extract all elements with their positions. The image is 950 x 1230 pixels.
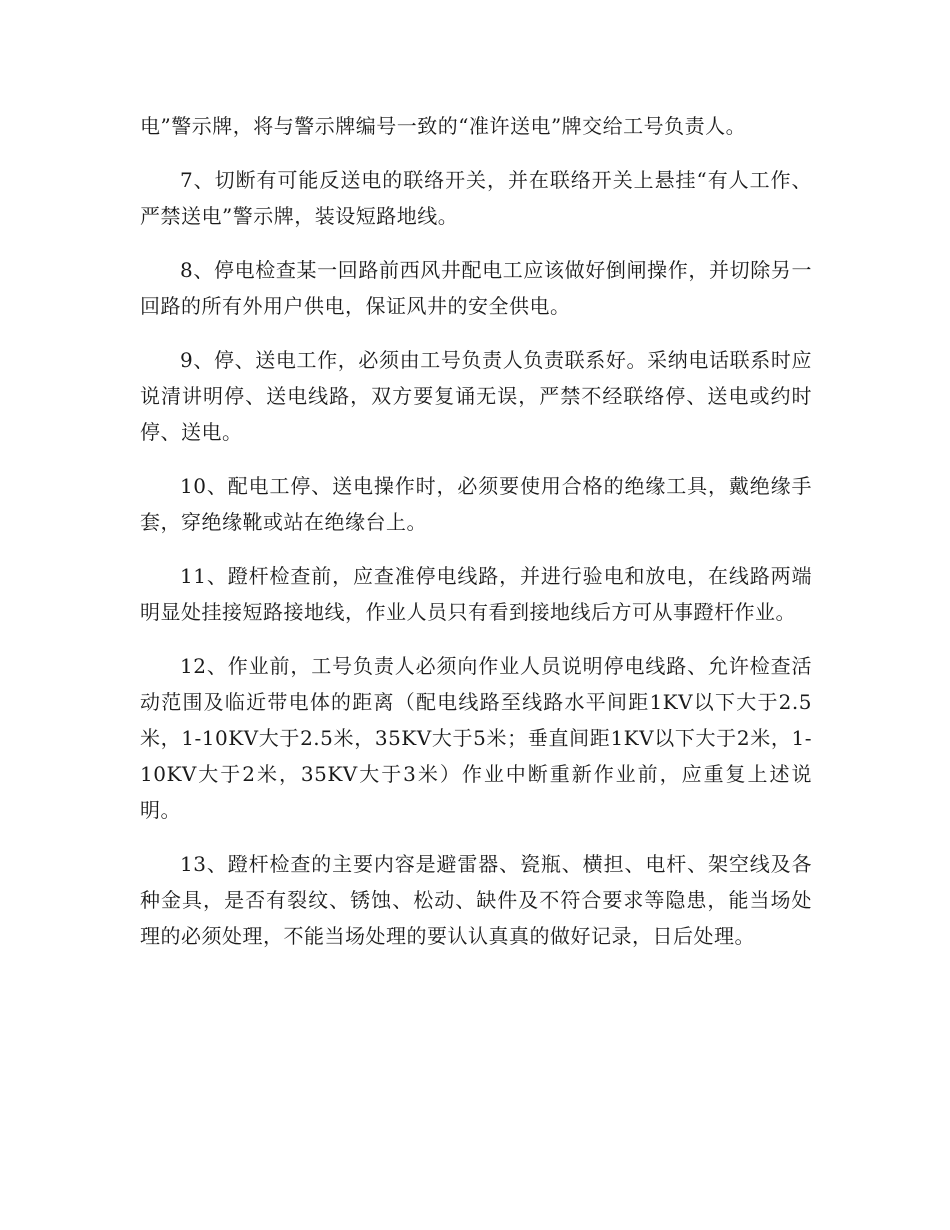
paragraph-item-8: 8、停电检查某一回路前西风井配电工应该做好倒闸操作，并切除另一回路的所有外用户供电，保证风井的安全供电。 (140, 258, 812, 318)
paragraph-item-9: 9、停、送电工作，必须由工号负责人负责联系好。采纳电话联系时应说清讲明停、送电线路，双方要复诵无误，严禁不经联络停、送电或约时停、送电。 (140, 348, 812, 444)
document-body (140, 108, 812, 972)
paragraph-continuation: 电”警示牌，将与警示牌编号一致的“准许送电”牌交给工号负责人。 (140, 114, 747, 138)
paragraph-item-12: 12、作业前，工号负责人必须向作业人员说明停电线路、允许检查活动范围及临近带电体的距离（配电线路至线路水平间距1KV以下大于2.5米，1-10KV大于2.5米，35KV大于5米；垂直间距1KV以下大于2米，1-10KV大于2米，35KV大于3米）作业中断重新作业前，应重复上述说明。 (140, 654, 812, 822)
paragraph-item-11: 11、蹬杆检查前，应查准停电线路，并进行验电和放电，在线路两端明显处挂接短路接地线，作业人员只有看到接地线后方可从事蹬杆作业。 (140, 564, 812, 624)
paragraph-item-13: 13、蹬杆检查的主要内容是避雷器、瓷瓶、横担、电杆、架空线及各种金具，是否有裂纹、锈蚀、松动、缺件及不符合要求等隐患，能当场处理的必须处理，不能当场处理的要认认真真的做好记录，日后处理。 (140, 852, 812, 948)
paragraph-item-7: 7、切断有可能反送电的联络开关，并在联络开关上悬挂“有人工作、严禁送电”警示牌，装设短路地线。 (140, 168, 812, 228)
paragraph-item-10: 10、配电工停、送电操作时，必须要使用合格的绝缘工具，戴绝缘手套，穿绝缘靴或站在绝缘台上。 (140, 474, 812, 534)
